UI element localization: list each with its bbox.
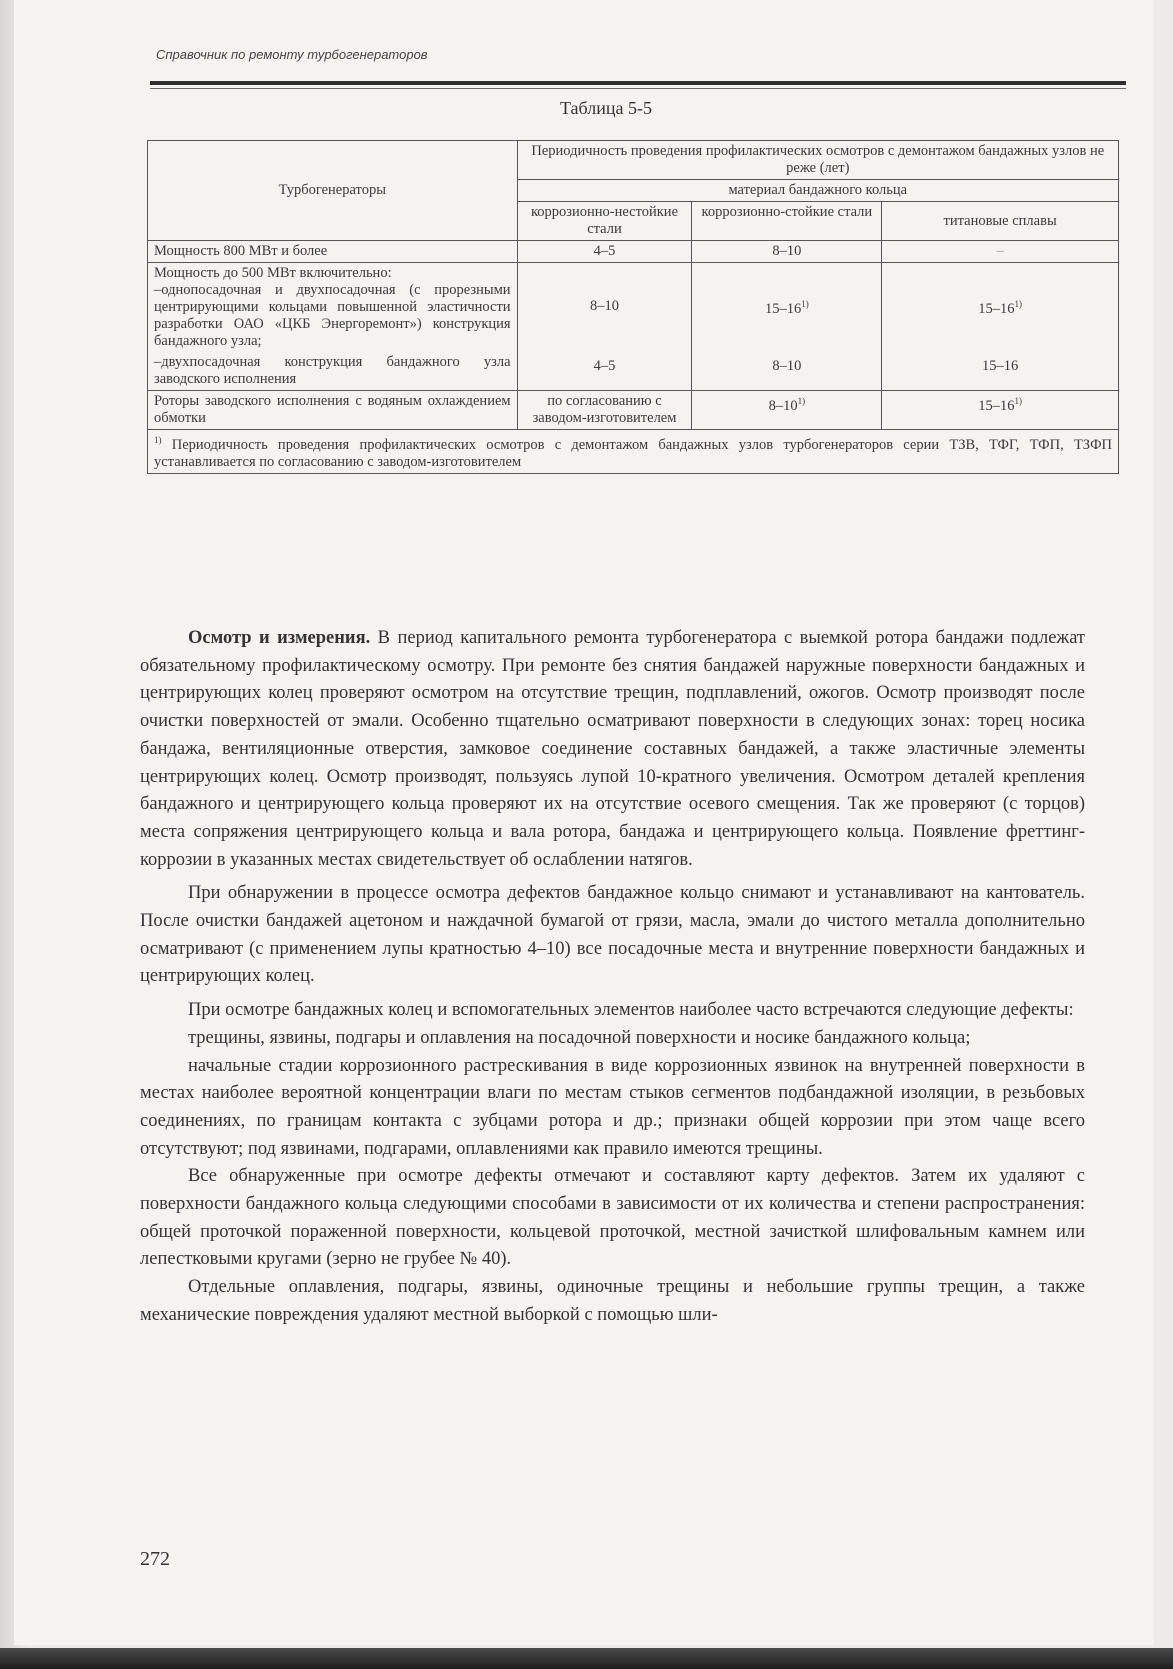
table-cell bbox=[692, 391, 882, 430]
col-header-turbogenerators: Турбогенераторы bbox=[148, 141, 518, 241]
list-item: трещины, язвины, подгары и оплавления на посадочной поверхности и носике бандажного кольца; bbox=[188, 1027, 971, 1048]
col-header-non-resistant-steel: коррозионно-нестойкие стали bbox=[517, 202, 692, 241]
table-cell bbox=[692, 263, 882, 351]
table-cell: 4–5 bbox=[517, 350, 692, 391]
table-header-row bbox=[148, 141, 1119, 180]
col-header-titanium: титановые сплавы bbox=[882, 202, 1119, 241]
table-cell: 8–10 bbox=[692, 350, 882, 391]
body-text bbox=[140, 625, 1085, 1330]
table-cell bbox=[882, 263, 1119, 351]
paragraph: При обнаружении в процессе осмотра дефектов бандажное кольцо снимают и устанавливают на кантователь. После очистки бандажей ацетоном и наждачной бумагой от грязи, масла, эмали до чистого металла дополнительно осматривают (с применением лупы кратностью 4–10) все посадочные места и внутренние поверхности бандажных и центрирующих колец. bbox=[140, 883, 1085, 987]
footnote-ref: 1) bbox=[801, 298, 809, 309]
running-title: Справочник по ремонту турбогенераторов bbox=[156, 47, 428, 62]
section-runin-heading: Осмотр и измерения. bbox=[188, 628, 371, 648]
table-row bbox=[148, 241, 1119, 263]
table-cell bbox=[882, 391, 1119, 430]
table-cell: 8–10 bbox=[517, 263, 692, 351]
cell-value: 15–16 bbox=[978, 397, 1015, 414]
cell-value: 15–16 bbox=[764, 300, 802, 317]
col-header-period: Периодичность проведения профилактических осмотров с демонтажом бандажных узлов не реже (лет) bbox=[517, 141, 1118, 180]
row-label bbox=[148, 263, 518, 351]
header-rule bbox=[150, 81, 1126, 85]
footnote-ref: 1) bbox=[797, 396, 806, 406]
table-cell: 4–5 bbox=[517, 241, 692, 263]
row-label-subitem: –однопосадочная и двухпосадочная (с прорезными центрирующими кольцами повышенной эластичности разработки ОАО «ЦКБ Энергоремонт») конструкция бандажного узла; bbox=[154, 282, 511, 349]
paragraph: Все обнаруженные при осмотре дефекты отмечают и составляют карту дефектов. Затем их удаляют с поверхности бандажного кольца следующими способами в зависимости от их количества и степени распространения: общей проточкой пораженной поверхности, кольцевой проточкой, местной зачисткой шлифовальным камнем или лепестковыми кругами (зерно не грубее № 40). bbox=[140, 1166, 1085, 1270]
footnote-ref: 1) bbox=[1014, 396, 1022, 406]
table-row bbox=[148, 350, 1119, 391]
row-label: Мощность 800 МВт и более bbox=[148, 241, 518, 263]
paragraph-text: В период капитального ремонта турбогенератора с выемкой ротора бандажи подлежат обязательному профилактическому осмотру. При ремонте без снятия бандажей наружные поверхности бандажных и центрирующих колец проверяют осмотром на отсутствие трещин, подплавлений, ожогов. Осмотр производят после очистки поверхностей от эмали. Особенно тщательно осматривают поверхности в следующих зонах: торец носика бандажа, вентиляционные отверстия, замковое соединение составных бандажей, а также эластичные элементы центрирующих колец. Осмотр производят, пользуясь лупой 10-кратного увеличения. Осмотром деталей крепления бандажного и центрирующего кольца проверяют их на отсутствие осевого смещения. Так же проверяют (с торцов) места сопряжения центрирующего кольца и вала ротора, бандажа и центрирующего кольца. Появление фреттинг-коррозии в указанных местах свидетельствует об ослаблении натягов. bbox=[140, 628, 1086, 870]
cell-value: 15–16 bbox=[978, 300, 1015, 317]
paragraph bbox=[140, 625, 1085, 874]
table-caption: Таблица 5-5 bbox=[560, 98, 652, 118]
cell-value: 8–10 bbox=[768, 397, 798, 414]
table-cell: 15–16 bbox=[882, 350, 1119, 391]
row-label-heading: Мощность до 500 МВт включительно: bbox=[154, 265, 392, 281]
paragraph: При осмотре бандажных колец и вспомогательных элементов наиболее часто встречаются следующие дефекты: bbox=[188, 1000, 1074, 1021]
col-header-resistant-steel: коррозионно-стойкие стали bbox=[692, 202, 882, 241]
table-footnote-row bbox=[148, 430, 1119, 474]
table-row bbox=[148, 263, 1119, 351]
table-footnote bbox=[148, 430, 1119, 474]
row-label-subitem: –двухпосадочная конструкция бандажного узла заводского исполнения bbox=[148, 350, 518, 391]
list-item: начальные стадии коррозионного растрескивания в виде коррозионных язвинок на внутренней поверхности в местах наиболее вероятной концентрации влаги по местам стыков сегментов подбандажной изоляции, в резьбовых соединениях, по границам контакта с зубцами ротора и др.; признаки общей коррозии при этом чаще всего отсутствуют; под язвинами, подгарами, оплавлениями как правило имеются трещины. bbox=[140, 1055, 1085, 1159]
col-header-material: материал бандажного кольца bbox=[517, 180, 1118, 202]
footnote-text: Периодичность проведения профилактических осмотров с демонтажом бандажных узлов турбогенераторов серии ТЗВ, ТФГ, ТФП, ТЗФП устанавливается по согласованию с заводом-изготовителем bbox=[154, 436, 1112, 470]
table-cell: – bbox=[882, 241, 1119, 263]
page-number: 272 bbox=[140, 1548, 170, 1570]
table-cell: по согласованию с заводом-изготовителем bbox=[517, 391, 692, 430]
scanner-bottom-bar bbox=[0, 1648, 1173, 1669]
row-label: Роторы заводского исполнения с водяным охлаждением обмотки bbox=[148, 391, 518, 430]
paragraph: Отдельные оплавления, подгары, язвины, одиночные трещины и небольшие группы трещин, а также механические повреждения удаляют местной выборкой с помощью шли- bbox=[140, 1277, 1085, 1325]
inspection-period-table bbox=[147, 140, 1119, 474]
footnote-mark: 1) bbox=[154, 435, 162, 445]
table-cell: 8–10 bbox=[692, 241, 882, 263]
header-rule-thin bbox=[150, 88, 1126, 89]
table-row bbox=[148, 391, 1119, 430]
footnote-ref: 1) bbox=[1014, 298, 1022, 309]
